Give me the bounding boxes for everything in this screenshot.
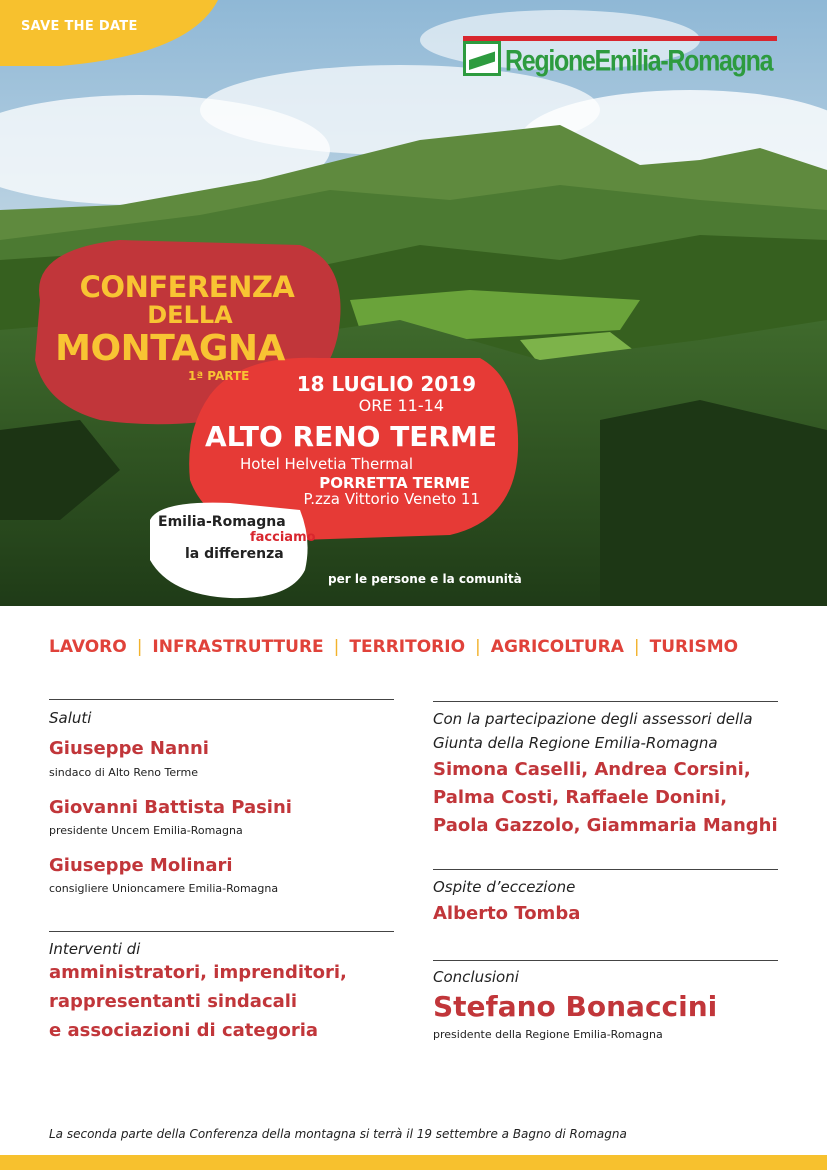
event-locality: PORRETTA TERME bbox=[319, 474, 470, 492]
event-address: P.zza Vittorio Veneto 11 bbox=[303, 490, 480, 508]
speaker-role: presidente Uncem Emilia-Romagna bbox=[49, 824, 243, 837]
interventi-label: Interventi di bbox=[49, 940, 141, 958]
logo-flag-icon bbox=[463, 41, 501, 76]
speaker-role: consigliere Unioncamere Emilia-Romagna bbox=[49, 882, 279, 895]
interventi-line: e associazioni di categoria bbox=[49, 1020, 319, 1041]
title-line-3: MONTAGNA bbox=[55, 328, 285, 369]
speaker-name: Giuseppe Nanni bbox=[49, 738, 209, 759]
theme-lavoro: LAVORO bbox=[49, 637, 127, 657]
speaker-role: sindaco di Alto Reno Terme bbox=[49, 766, 198, 779]
partecipazione-label: Giunta della Regione Emilia-Romagna bbox=[433, 734, 718, 752]
ospite-label: Ospite d’eccezione bbox=[433, 878, 576, 896]
title-line-2: DELLA bbox=[147, 301, 233, 329]
theme-separator: | bbox=[475, 637, 481, 657]
conclusioni-label: Conclusioni bbox=[433, 968, 519, 986]
speaker-name: Giovanni Battista Pasini bbox=[49, 797, 292, 818]
theme-agricoltura: AGRICOLTURA bbox=[490, 637, 624, 657]
slogan-tagline: per le persone e la comunità bbox=[328, 572, 522, 586]
theme-turismo: TURISMO bbox=[649, 637, 739, 657]
logo-text: RegioneEmilia-Romagna bbox=[505, 44, 773, 78]
assessori-line: Paola Gazzolo, Giammaria Manghi bbox=[433, 815, 778, 836]
conclusioni-name: Stefano Bonaccini bbox=[433, 990, 718, 1023]
speaker-name: Giuseppe Molinari bbox=[49, 855, 233, 876]
event-time: ORE 11-14 bbox=[358, 396, 444, 415]
slogan-line-1: Emilia-Romagna bbox=[158, 514, 286, 530]
theme-separator: | bbox=[136, 637, 143, 657]
bottom-color-bar bbox=[0, 1155, 827, 1170]
assessori-line: Simona Caselli, Andrea Corsini, bbox=[433, 759, 751, 780]
save-the-date-label: SAVE THE DATE bbox=[21, 19, 138, 34]
divider bbox=[433, 701, 778, 702]
interventi-line: rappresentanti sindacali bbox=[49, 991, 298, 1012]
title-line-1: CONFERENZA bbox=[79, 270, 295, 304]
partecipazione-label: Con la partecipazione degli assessori della bbox=[433, 710, 753, 728]
slogan-line-3: la differenza bbox=[185, 546, 284, 562]
footnote: La seconda parte della Conferenza della montagna si terrà il 19 settembre a Bagno di Romagna bbox=[49, 1127, 627, 1141]
regione-logo bbox=[463, 36, 777, 80]
event-venue: Hotel Helvetia Thermal bbox=[240, 455, 414, 473]
saluti-label: Saluti bbox=[49, 709, 92, 727]
divider bbox=[433, 960, 778, 961]
divider bbox=[49, 931, 394, 932]
conclusioni-role: presidente della Regione Emilia-Romagna bbox=[433, 1028, 663, 1041]
assessori-line: Palma Costi, Raffaele Donini, bbox=[433, 787, 728, 808]
title-part: 1ª PARTE bbox=[188, 369, 250, 383]
slogan-line-2: facciamo bbox=[250, 530, 316, 545]
divider bbox=[433, 869, 778, 870]
event-date: 18 LUGLIO 2019 bbox=[296, 372, 476, 396]
divider bbox=[49, 699, 394, 700]
event-city: ALTO RENO TERME bbox=[205, 420, 497, 453]
ospite-name: Alberto Tomba bbox=[433, 903, 581, 924]
theme-territorio: TERRITORIO bbox=[349, 637, 466, 657]
theme-separator: | bbox=[633, 637, 640, 657]
logo-red-bar bbox=[463, 36, 777, 41]
theme-separator: | bbox=[333, 637, 340, 657]
themes-row bbox=[49, 637, 738, 657]
interventi-line: amministratori, imprenditori, bbox=[49, 962, 347, 983]
theme-infrastrutture: INFRASTRUTTURE bbox=[152, 637, 324, 657]
